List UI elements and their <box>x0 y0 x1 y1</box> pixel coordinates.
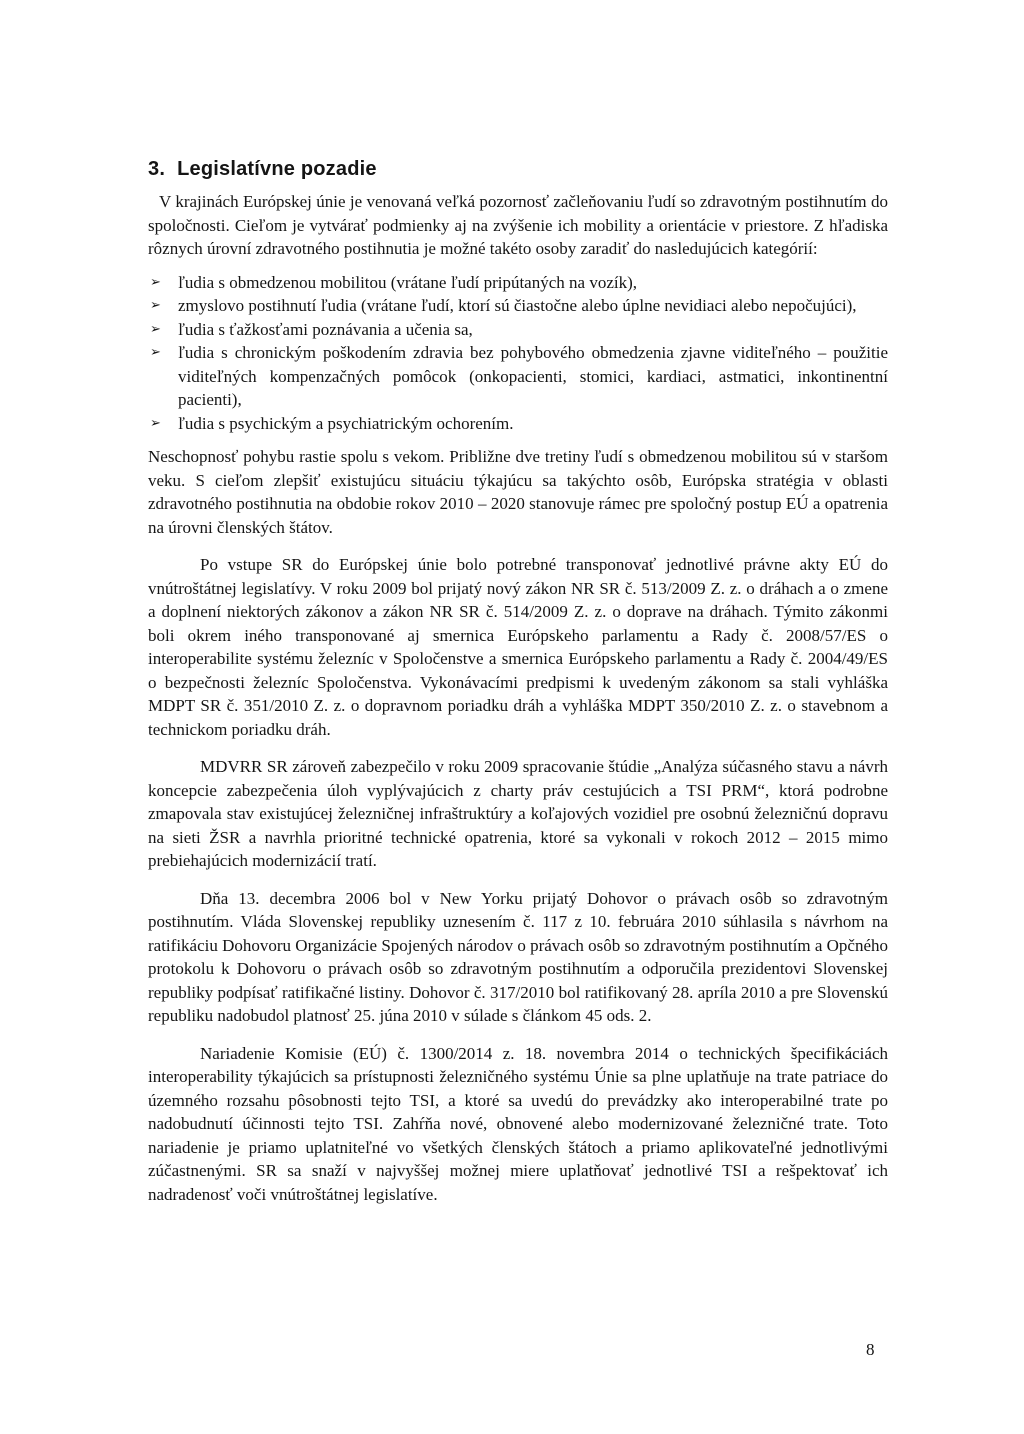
body-paragraph: MDVRR SR zároveň zabezpečilo v roku 2009 spracovanie štúdie „Analýza súčasného stavu a návrh koncepcie zabezpečenia úloh vyplývajúcich z charty práv cestujúcich a TSI PRM“, ktorá podrobne zmapovala stav existujúcej železničnej infraštruktúry a koľajových vozidiel pre osobnú železničnú dopravu na sieti ŽSR a navrhla prioritné technické opatrenia, ktoré sa vykonali v rokoch 2012 – 2015 mimo prebiehajúcich modernizácií tratí. <box>148 757 888 870</box>
body-paragraph: Dňa 13. decembra 2006 bol v New Yorku prijatý Dohovor o právach osôb so zdravotným postihnutím. Vláda Slovenskej republiky uznesením č. 117 z 10. februára 2010 súhlasila s návrhom na ratifikáciu Dohovoru Organizácie Spojených národov o právach osôb so zdravotným postihnutím a Opčného protokolu k Dohovoru o právach osôb so zdravotným postihnutím a odporučila prezidentovi Slovenskej republiky podpísať ratifikačné listiny. Dohovor č. 317/2010 bol ratifikovaný 28. apríla 2010 a pre Slovenskú republiku nadobudol platnosť 25. júna 2010 v súlade s článkom 45 ods. 2. <box>148 888 888 1025</box>
arrow-bullet-icon: ➢ <box>150 298 161 313</box>
arrow-bullet-icon: ➢ <box>150 345 161 360</box>
list-item <box>148 294 888 318</box>
list-item <box>148 341 888 412</box>
list-item <box>148 271 888 295</box>
list-item-text: zmyslovo postihnutí ľudia (vrátane ľudí, ktorí sú čiastočne alebo úplne nevidiaci alebo nepočujúci), <box>178 296 857 315</box>
list-item <box>148 412 888 436</box>
list-item-text: ľudia s ťažkosťami poznávania a učenia sa, <box>178 319 473 339</box>
list-item-text: ľudia s chronickým poškodením zdravia bez pohybového obmedzenia zjavne viditeľného – použitie viditeľných kompenzačných pomôcok (onkopacienti, stomici, kardiaci, astmatici, inkontinentní pacienti), <box>178 343 888 409</box>
page-number: 8 <box>866 1340 875 1359</box>
arrow-bullet-icon: ➢ <box>150 274 161 290</box>
body-paragraph: Neschopnosť pohybu rastie spolu s vekom. Približne dve tretiny ľudí s obmedzenou mobilitou sú v staršom veku. S cieľom zlepšiť existujúcu situáciu týkajúcu sa takýchto osôb, Európska stratégia v oblasti zdravotného postihnutia na obdobie rokov 2010 – 2020 stanovuje rámec pre spoločný postup EÚ a opatrenia na úrovni členských štátov. <box>148 447 888 537</box>
document-page <box>148 158 888 1206</box>
arrow-bullet-icon: ➢ <box>150 415 161 431</box>
body-paragraph: Nariadenie Komisie (EÚ) č. 1300/2014 z. 18. novembra 2014 o technických špecifikáciách interoperability týkajúcich sa prístupnosti železničného systému Únie sa plne uplatňuje na trate patriace do územného rozsahu pôsobnosti tejto TSI, a ktoré sa uvedú do prevádzky ako interoperabilné trate po nadobudnutí účinnosti tejto TSI. Zahŕňa nové, obnovené alebo modernizované železničné trate. Toto nariadenie je priamo uplatniteľné vo všetkých členských štátoch a priamo aplikovateľné jednotlivými zúčastnenými. SR sa snaží v najvyššej možnej miere uplatňovať jednotlivé TSI a rešpektovať ich nadradenosť voči vnútroštátnej legislatíve. <box>148 1043 888 1204</box>
arrow-bullet-icon: ➢ <box>150 321 161 337</box>
body-paragraph: Po vstupe SR do Európskej únie bolo potrebné transponovať jednotlivé právne akty EÚ do vnútroštátnej legislatívy. V roku 2009 bol prijatý nový zákon NR SR č. 513/2009 Z. z. o dráhach a o zmene a doplnení niektorých zákonov a zákon NR SR č. 514/2009 Z. z. o doprave na dráhach. Týmito zákonmi boli okrem iného transponované aj smernica Európskeho parlamentu a Rady č. 2008/57/ES o interoperabilite systému železníc v Spoločenstve a smernica Európskeho parlamentu a Rady č. 2004/49/ES o bezpečnosti železníc Spoločenstva. Vykonávacími predpismi k uvedeným zákonom sa stali vyhláška MDPT SR č. 351/2010 Z. z. o dopravnom poriadku dráh a vyhláška MDPT 350/2010 Z. z. o stavebnom a technickom poriadku dráh. <box>148 555 888 739</box>
list-item-text: ľudia s obmedzenou mobilitou (vrátane ľudí pripútaných na vozík), <box>178 272 637 292</box>
category-list <box>148 271 888 436</box>
list-item-text: ľudia s psychickým a psychiatrickým ochorením. <box>178 413 514 433</box>
section-title: Legislatívne pozadie <box>177 158 377 180</box>
list-item <box>148 318 888 342</box>
section-heading <box>148 158 888 181</box>
section-number: 3. <box>148 158 166 180</box>
intro-paragraph: V krajinách Európskej únie je venovaná veľká pozornosť začleňovaniu ľudí so zdravotným postihnutím do spoločnosti. Cieľom je vytvárať podmienky aj na zvýšenie ich mobility a orientácie v priestore. Z hľadiska rôznych úrovní zdravotného postihnutia je možné takéto osoby zaradiť do nasledujúcich kategórií: <box>148 192 888 258</box>
